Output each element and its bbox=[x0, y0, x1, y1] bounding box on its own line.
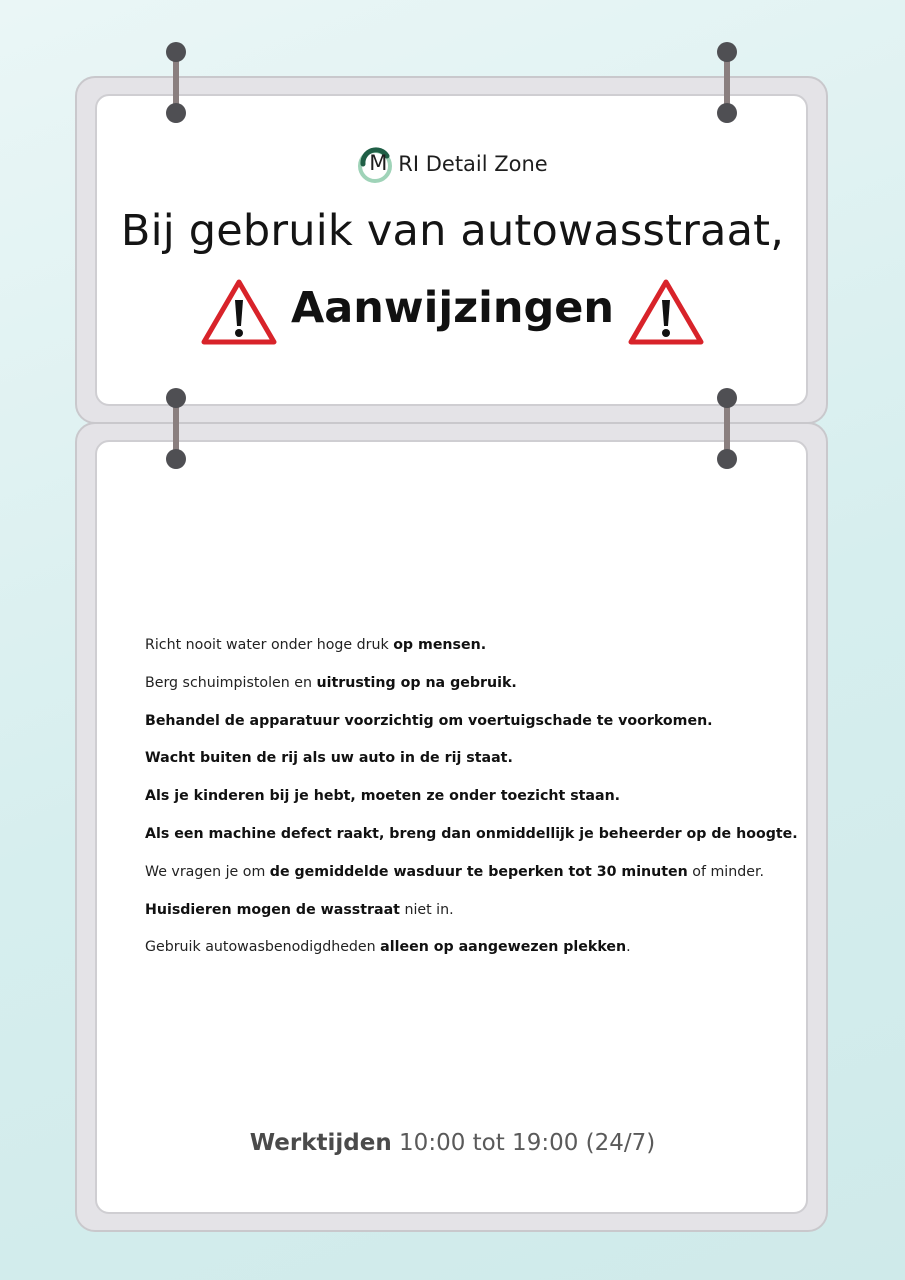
hours-value: 10:00 tot 19:00 (24/7) bbox=[399, 1130, 656, 1156]
list-item: We vragen je om de gemiddelde wasduur te beperken tot 30 minuten of minder. bbox=[145, 863, 765, 880]
hours-label: Werktijden bbox=[249, 1130, 392, 1156]
hanger-knob bbox=[717, 42, 737, 62]
hanger-knob bbox=[166, 388, 186, 408]
warning-triangle-icon bbox=[626, 276, 706, 348]
warning-triangle-icon bbox=[199, 276, 279, 348]
brand-name: RI Detail Zone bbox=[398, 152, 548, 176]
subtitle-row bbox=[0, 276, 905, 348]
list-item: Huisdieren mogen de wasstraat niet in. bbox=[145, 901, 454, 918]
hanger-knob bbox=[717, 103, 737, 123]
list-item: Berg schuimpistolen en uitrusting op na gebruik. bbox=[145, 674, 517, 691]
logo-ring-icon bbox=[357, 144, 397, 184]
hanger-knob bbox=[166, 449, 186, 469]
page-title: Bij gebruik van autowasstraat, bbox=[120, 206, 785, 256]
list-item: Gebruik autowasbenodigdheden alleen op aangewezen plekken. bbox=[145, 939, 631, 956]
list-item: Richt nooit water onder hoge druk op mensen. bbox=[145, 637, 487, 653]
hanger-knob bbox=[717, 449, 737, 469]
brand-logo bbox=[0, 144, 905, 184]
hanger-knob bbox=[166, 42, 186, 62]
logo-letter: M bbox=[369, 151, 388, 175]
hanger-knob bbox=[717, 388, 737, 408]
list-item: Als een machine defect raakt, breng dan onmiddellijk je beheerder op de hoogte. bbox=[145, 825, 798, 842]
list-item: Wacht buiten de rij als uw auto in de rij staat. bbox=[145, 750, 513, 767]
rules-list bbox=[145, 632, 798, 972]
page-subtitle: Aanwijzingen bbox=[290, 283, 615, 333]
opening-hours bbox=[0, 1130, 905, 1156]
hanger-knob bbox=[166, 103, 186, 123]
list-item: Als je kinderen bij je hebt, moeten ze onder toezicht staan. bbox=[145, 788, 621, 805]
list-item: Behandel de apparatuur voorzichtig om voertuigschade te voorkomen. bbox=[145, 712, 713, 729]
